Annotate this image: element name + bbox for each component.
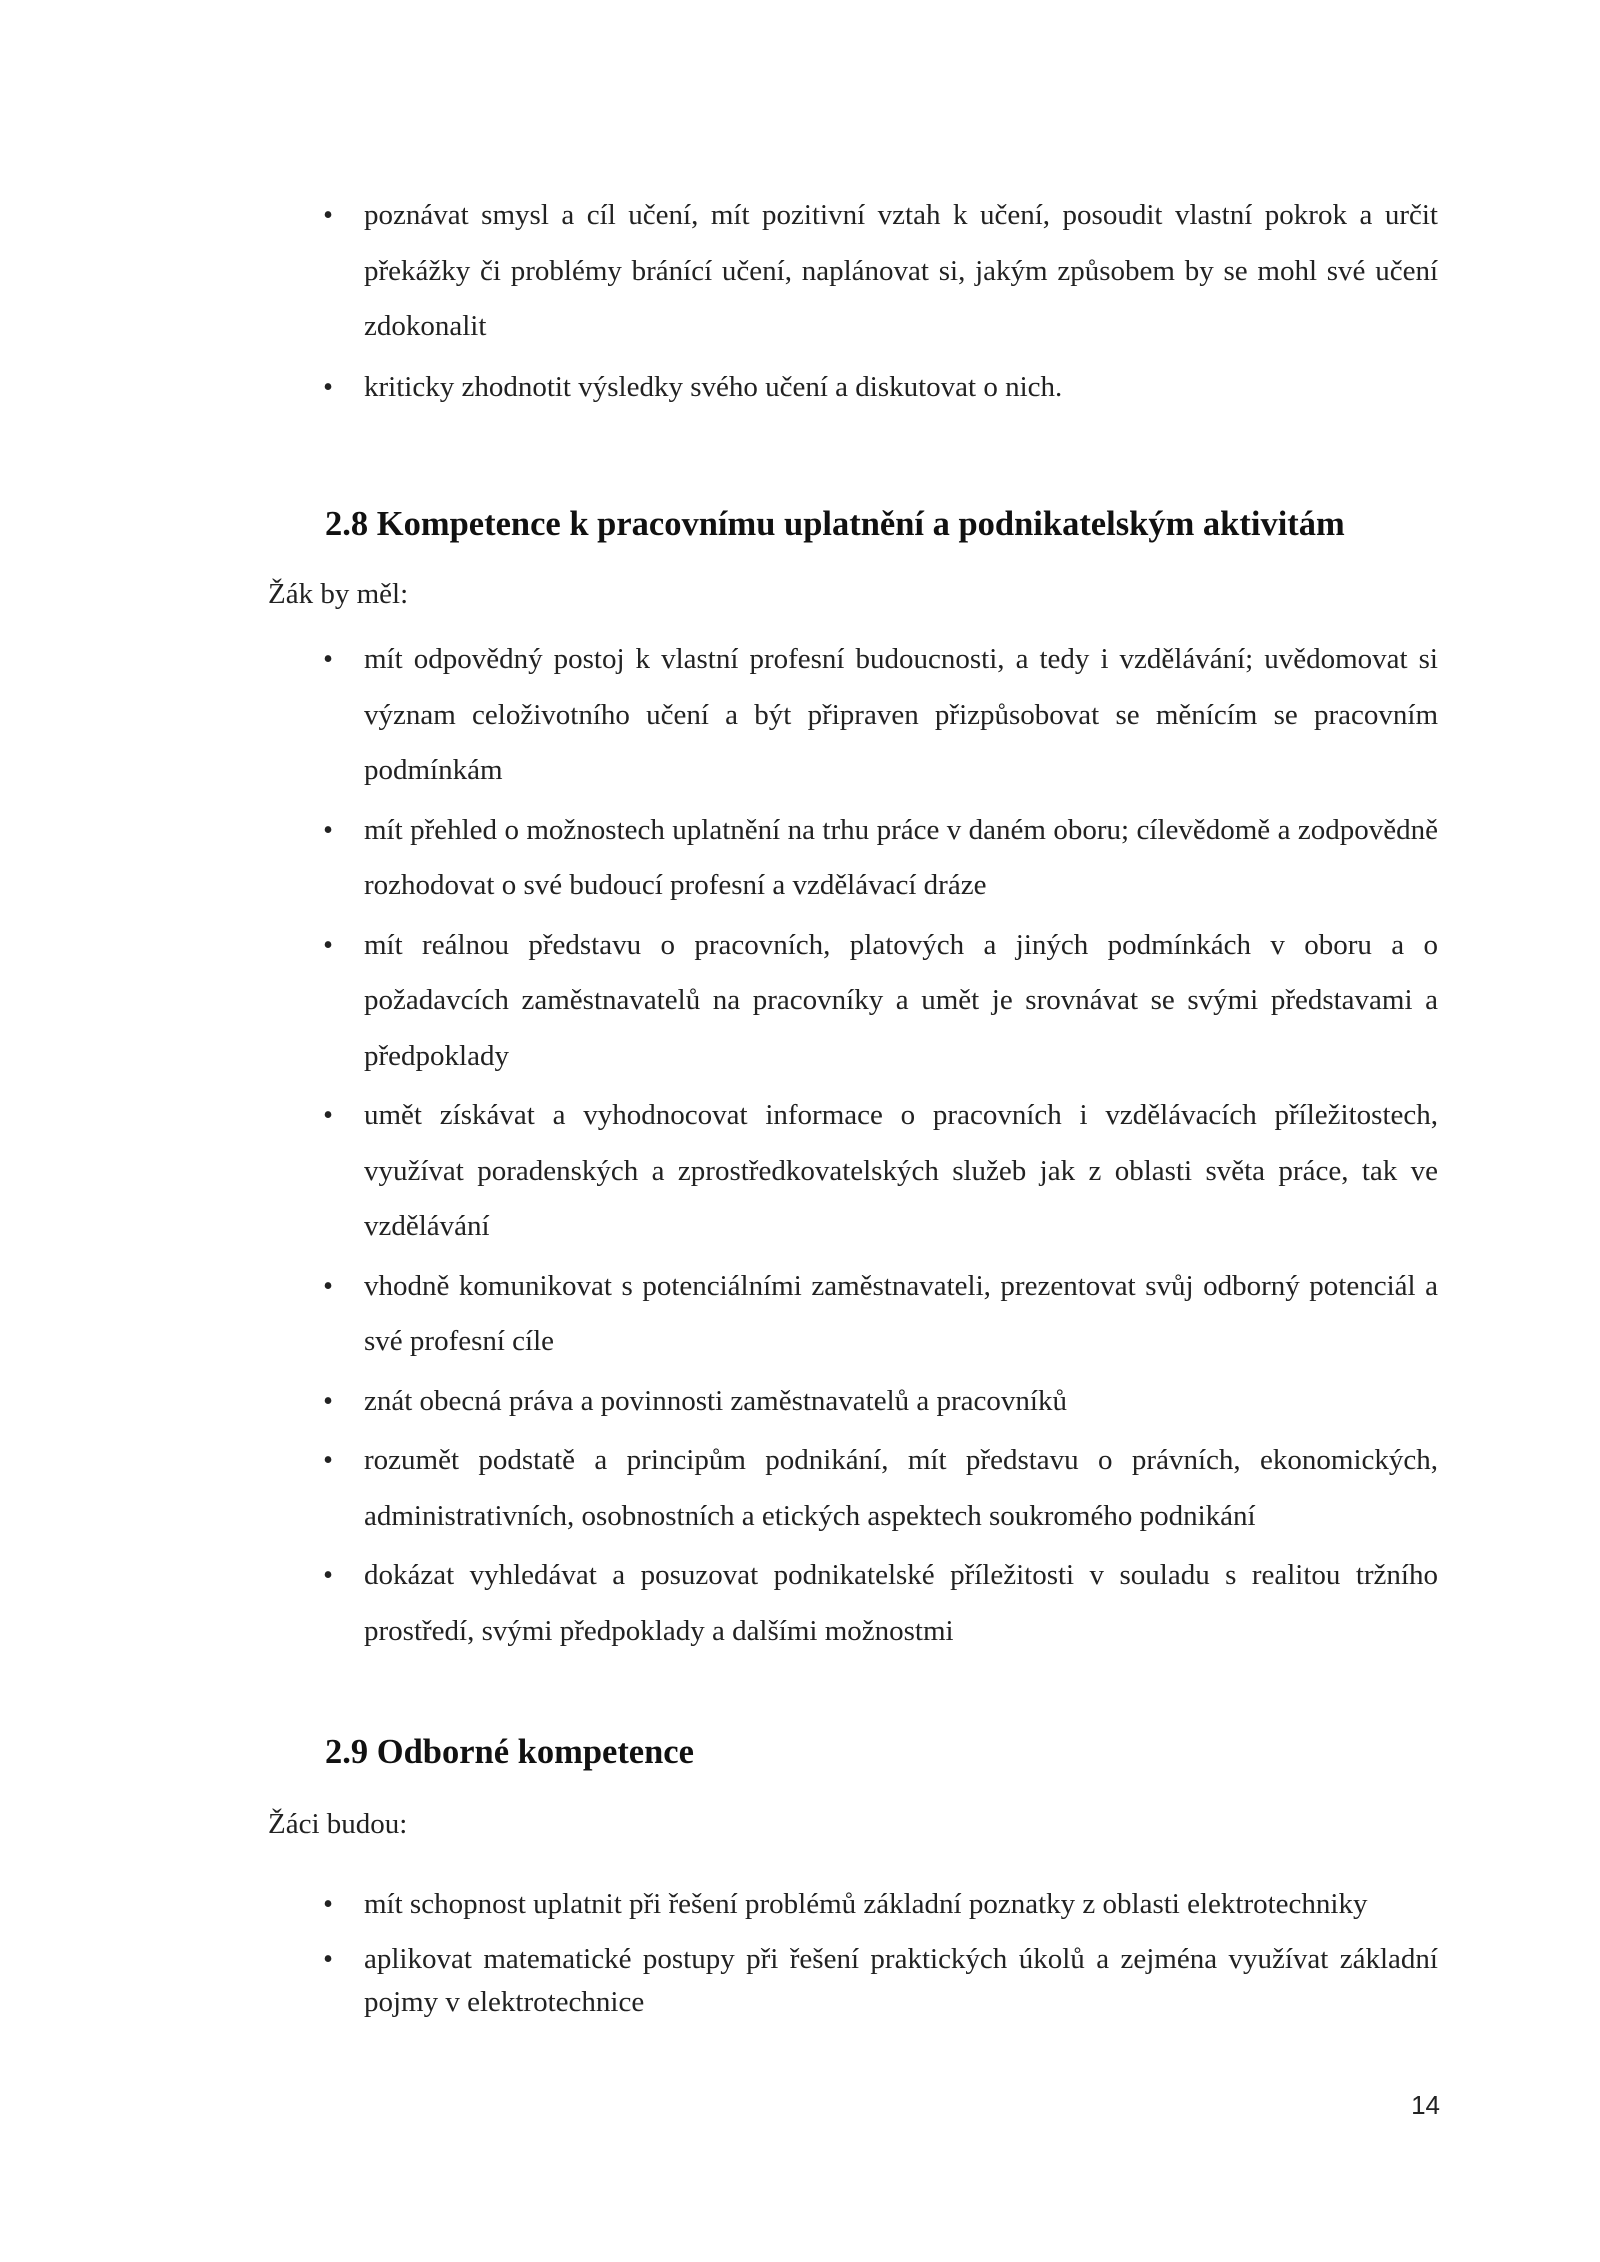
bullet-icon: • (323, 200, 333, 231)
bullet-icon: • (323, 1270, 333, 1302)
list-item-text: mít odpovědný postoj k vlastní profesní budoucnosti, a tedy i vzdělávání; uvědomovat si význam celoživotního učení a být připraven přizpůsobovat se měnícím se pracovním podmínkám (364, 643, 1438, 786)
list-item (318, 188, 1438, 355)
bullet-icon: • (323, 1560, 333, 1591)
list-item (318, 360, 1438, 416)
section-heading-2-8: 2.8 Kompetence k pracovnímu uplatnění a podnikatelským aktivitám (325, 505, 1345, 543)
bullet-icon: • (323, 929, 333, 961)
list-item-text: mít přehled o možnostech uplatnění na trhu práce v daném oboru; cílevědomě a zodpovědně rozhodovat o své budoucí profesní a vzdělávací dráze (364, 813, 1438, 901)
list-item-text: znát obecná práva a povinnosti zaměstnavatelů a pracovníků (364, 1384, 1067, 1417)
list-item-text: poznávat smysl a cíl učení, mít pozitivní vztah k učení, posoudit vlastní pokrok a určit překážky či problémy bránící učení, naplánovat si, jakým způsobem by se mohl své učení zdokonalit (364, 199, 1438, 342)
list-item (318, 632, 1438, 799)
bullet-icon: • (323, 371, 333, 403)
bullet-icon: • (323, 1944, 333, 1975)
bullet-list-continued (318, 188, 1438, 420)
list-item-text: umět získávat a vyhodnocovat informace o pracovních i vzdělávacích příležitostech, využívat poradenských a zprostředkovatelských služeb jak z oblasti světa práce, tak ve vzdělávání (364, 1099, 1438, 1242)
list-item-text: rozumět podstatě a principům podnikání, mít představu o právních, ekonomických, administrativních, osobnostních a etických aspektech soukromého podnikání (364, 1444, 1438, 1532)
list-item (318, 1938, 1438, 2024)
section-intro-2-9: Žáci budou: (268, 1808, 408, 1840)
bullet-icon: • (323, 1385, 333, 1417)
bullet-icon: • (323, 644, 333, 675)
list-item (318, 1548, 1438, 1659)
list-item-text: mít schopnost uplatnit při řešení problémů základní poznatky z oblasti elektrotechniky (364, 1888, 1368, 1920)
bullet-icon: • (323, 1889, 333, 1920)
bullet-icon: • (323, 1445, 333, 1476)
bullet-list-2-8 (318, 632, 1438, 1663)
list-item-text: mít reálnou představu o pracovních, platových a jiných podmínkách v oboru a o požadavcích zaměstnavatelů na pracovníky a umět je srovnávat se svými představami a předpoklady (364, 928, 1438, 1072)
list-item (318, 918, 1438, 1085)
list-item (318, 1259, 1438, 1370)
bullet-icon: • (323, 1100, 333, 1131)
bullet-icon: • (323, 814, 333, 846)
section-heading-2-9: 2.9 Odborné kompetence (325, 1733, 694, 1771)
list-item-text: aplikovat matematické postupy při řešení praktických úkolů a zejména využívat základní pojmy v elektrotechnice (364, 1943, 1438, 2018)
list-item (318, 1374, 1438, 1430)
section-intro-2-8: Žák by měl: (268, 578, 409, 610)
list-item-text: kriticky zhodnotit výsledky svého učení a diskutovat o nich. (364, 370, 1063, 403)
list-item (318, 803, 1438, 914)
list-item (318, 1883, 1438, 1926)
list-item-text: dokázat vyhledávat a posuzovat podnikatelské příležitosti v souladu s realitou tržního prostředí, svými předpoklady a dalšími možnostmi (364, 1559, 1438, 1647)
page-number: 14 (1411, 2090, 1440, 2120)
list-item (318, 1088, 1438, 1255)
list-item-text: vhodně komunikovat s potenciálními zaměstnavateli, prezentovat svůj odborný potenciál a své profesní cíle (364, 1269, 1438, 1357)
bullet-list-2-9 (318, 1883, 1438, 2036)
list-item (318, 1433, 1438, 1544)
